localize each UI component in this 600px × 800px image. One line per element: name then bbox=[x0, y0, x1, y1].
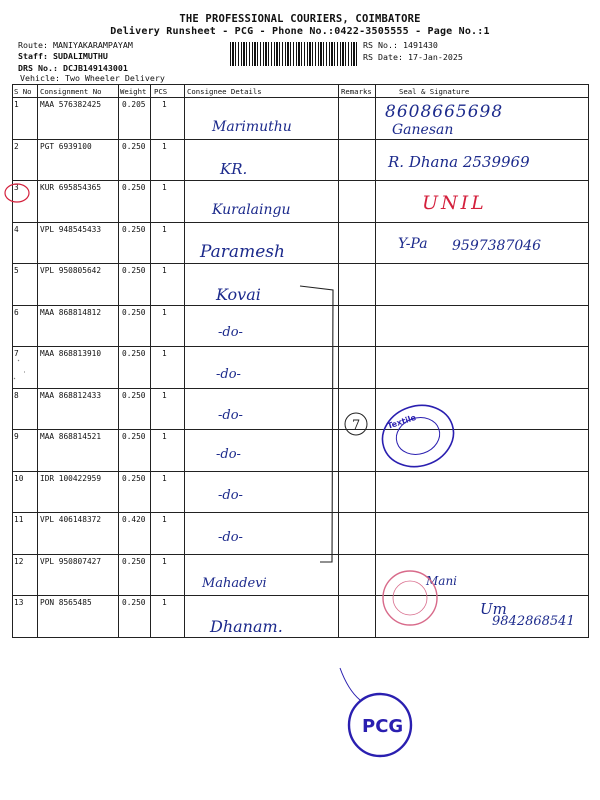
cell-cons: PON 8565485 bbox=[40, 598, 92, 607]
col-header-signature: Seal & Signature bbox=[399, 87, 470, 96]
rs-number: RS No.: 1491430 bbox=[363, 40, 438, 50]
handwritten-phone-4: 9597387046 bbox=[452, 238, 542, 254]
pcg-stamp-text: PCG bbox=[362, 716, 404, 737]
count-note-text: 7 bbox=[352, 418, 361, 433]
cell-pcs: 1 bbox=[162, 390, 167, 400]
cell-pcs: 1 bbox=[162, 100, 167, 109]
runsheet-subtitle: Delivery Runsheet - PCG - Phone No.:0422-3505555 - Page No.:1 bbox=[110, 26, 490, 37]
cell-sno: 6 bbox=[14, 307, 19, 317]
cell-sno: 10 bbox=[14, 473, 24, 483]
handwritten-signature-2: R. Dhana 2539969 bbox=[388, 153, 530, 171]
cell-weight: 0.205 bbox=[122, 100, 146, 109]
cell-cons: VPL 950805642 bbox=[40, 266, 102, 275]
cell-sno: 2 bbox=[14, 141, 19, 151]
cell-weight: 0.250 bbox=[122, 349, 146, 358]
cell-weight: 0.250 bbox=[122, 307, 146, 317]
cell-pcs: 1 bbox=[162, 224, 167, 234]
cell-pcs: 1 bbox=[162, 307, 167, 317]
cell-pcs: 1 bbox=[162, 515, 167, 524]
cell-pcs: 1 bbox=[162, 141, 167, 151]
cell-weight: 0.250 bbox=[122, 224, 146, 234]
cell-pcs: 1 bbox=[162, 473, 167, 483]
ditto-bracket-line bbox=[300, 286, 333, 562]
red-circle-mark bbox=[5, 184, 29, 202]
cell-weight: 0.250 bbox=[122, 390, 146, 400]
staff-text: Staff: SUDALIMUTHU bbox=[18, 51, 108, 61]
handwritten-signature-1: Ganesan bbox=[392, 122, 454, 138]
handwritten-ditto-8: -do- bbox=[218, 408, 243, 423]
col-header-consignee: Consignee Details bbox=[187, 87, 262, 96]
handwritten-ditto-10: -do- bbox=[218, 488, 243, 503]
pink-seal-stamp bbox=[383, 571, 437, 625]
cell-cons: MAA 868813910 bbox=[40, 349, 102, 358]
cell-sno: 4 bbox=[14, 224, 19, 234]
handwritten-consignee-2: KR. bbox=[220, 160, 248, 178]
pcg-stamp-tick bbox=[340, 668, 360, 700]
cell-sno: 3 bbox=[14, 183, 19, 192]
cell-pcs: 1 bbox=[162, 432, 167, 441]
cell-cons: MAA 868812433 bbox=[40, 390, 102, 400]
cell-sno: 1 bbox=[14, 100, 19, 109]
cell-sno: 13 bbox=[14, 598, 24, 607]
handwritten-remark-3: UNIL bbox=[422, 192, 487, 214]
cell-pcs: 1 bbox=[162, 556, 167, 566]
cell-cons: MAA 868814812 bbox=[40, 307, 102, 317]
cell-weight: 0.250 bbox=[122, 183, 146, 192]
drs-number: DRS No.: DCJB149143001 bbox=[18, 63, 128, 73]
cell-cons: KUR 695854365 bbox=[40, 183, 102, 192]
handwritten-signature-12: Mani bbox=[426, 574, 458, 588]
cell-sno: 7 bbox=[14, 349, 19, 358]
cell-cons: PGT 6939100 bbox=[40, 141, 92, 151]
handwritten-consignee-3: Kuralaingu bbox=[212, 202, 291, 218]
company-title: THE PROFESSIONAL COURIERS, COIMBATORE bbox=[179, 13, 421, 25]
cell-weight: 0.250 bbox=[122, 473, 146, 483]
cell-cons: VPL 948545433 bbox=[40, 224, 102, 234]
cell-sno: 12 bbox=[14, 556, 24, 566]
handwritten-consignee-4: Paramesh bbox=[200, 242, 285, 262]
vehicle-text: Vehicle: Two Wheeler Delivery bbox=[20, 73, 165, 83]
cell-weight: 0.250 bbox=[122, 141, 146, 151]
cell-sno: 5 bbox=[14, 266, 19, 275]
cell-sno: 8 bbox=[14, 390, 19, 400]
cell-weight: 0.250 bbox=[122, 266, 146, 275]
handwritten-ditto-7: -do- bbox=[216, 367, 241, 382]
cell-sno: 11 bbox=[14, 515, 24, 524]
scan-specks bbox=[14, 360, 25, 379]
cell-pcs: 1 bbox=[162, 349, 167, 358]
cell-cons: IDR 100422959 bbox=[40, 473, 102, 483]
handwritten-consignee-12: Mahadevi bbox=[202, 576, 267, 591]
cell-sno: 9 bbox=[14, 432, 19, 441]
col-header-remarks: Remarks bbox=[341, 87, 372, 96]
handwritten-signature-13: Um bbox=[480, 600, 507, 618]
cell-weight: 0.250 bbox=[122, 432, 146, 441]
handwritten-consignee-13: Dhanam. bbox=[210, 617, 283, 636]
handwritten-consignee-5: Kovai bbox=[216, 285, 261, 304]
cell-cons: MAA 868814521 bbox=[40, 432, 102, 441]
handwritten-ditto-6: -do- bbox=[218, 325, 243, 340]
rs-date: RS Date: 17-Jan-2025 bbox=[363, 52, 463, 62]
handwritten-phone-1: 8608665698 bbox=[385, 102, 504, 122]
cell-cons: MAA 576382425 bbox=[40, 100, 102, 109]
col-header-consignment: Consignment No bbox=[40, 87, 102, 96]
handwritten-ditto-11: -do- bbox=[218, 530, 243, 545]
col-header-weight: Weight bbox=[120, 87, 147, 96]
handwritten-consignee-1: Marimuthu bbox=[212, 119, 292, 135]
handwritten-phone-13: 9842868541 bbox=[492, 614, 575, 629]
col-header-pcs: PCS bbox=[154, 87, 168, 96]
cell-pcs: 1 bbox=[162, 598, 167, 607]
textile-stamp bbox=[374, 396, 461, 475]
col-header-sno: S No bbox=[14, 87, 32, 96]
cell-weight: 0.250 bbox=[122, 598, 146, 607]
route-text: Route: MANIYAKARAMPAYAM bbox=[18, 40, 133, 50]
cell-pcs: 1 bbox=[162, 266, 167, 275]
handwritten-signature-4: Y-Pa bbox=[398, 236, 428, 252]
handwritten-ditto-9: -do- bbox=[216, 447, 241, 462]
textile-stamp-text: Textile bbox=[386, 412, 418, 431]
cell-cons: VPL 406148372 bbox=[40, 515, 102, 524]
cell-pcs: 1 bbox=[162, 183, 167, 192]
cell-weight: 0.420 bbox=[122, 515, 146, 524]
cell-cons: VPL 950807427 bbox=[40, 556, 102, 566]
cell-weight: 0.250 bbox=[122, 556, 146, 566]
